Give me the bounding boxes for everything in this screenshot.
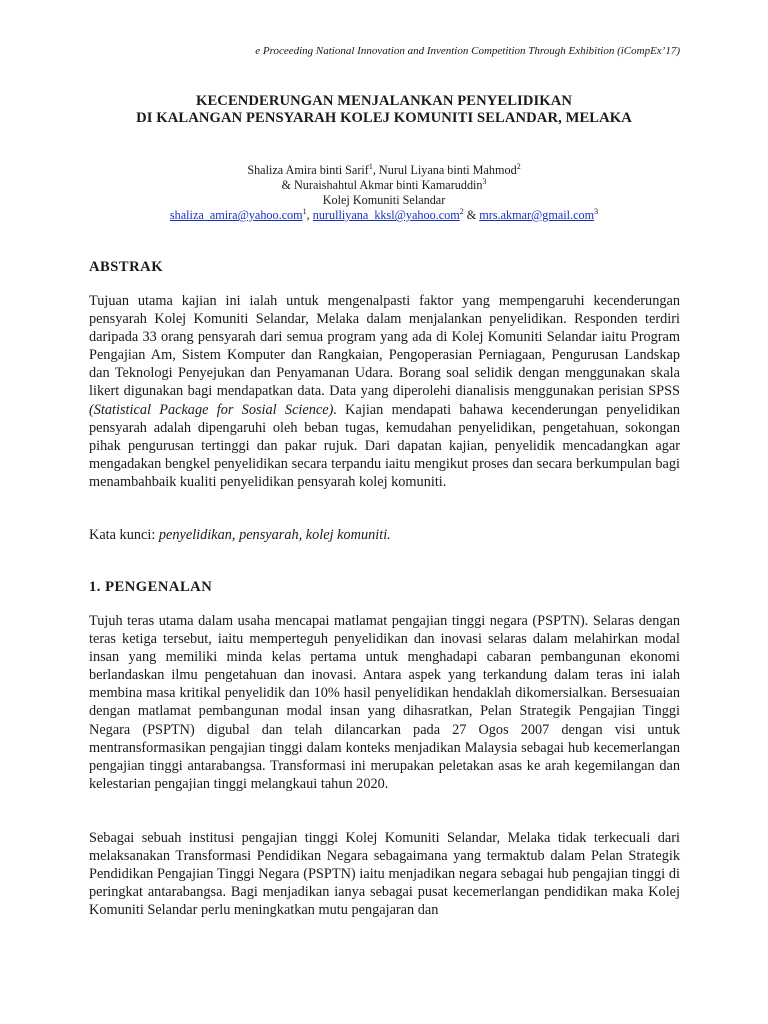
section-1-heading: 1. PENGENALAN (89, 579, 213, 595)
author-2-affil: 2 (516, 161, 521, 171)
author-block (0, 163, 768, 223)
abstract-heading: ABSTRAK (89, 259, 164, 275)
email-2-affil: 2 (459, 206, 464, 216)
author-line-1 (0, 163, 768, 178)
author-3-affil: 3 (482, 176, 487, 186)
paper-title (0, 93, 768, 127)
email-separator-amp: & (466, 208, 480, 222)
email-link-2[interactable]: nurulliyana_kksl@yahoo.com (312, 208, 460, 222)
abstract-paragraph (89, 292, 680, 491)
keywords-values: penyelidikan, pensyarah, kolej komuniti. (158, 527, 391, 543)
running-head: e Proceeding National Innovation and Invention Competition Through Exhibition (iCompEx’17) (255, 45, 680, 57)
email-1-affil: 1 (302, 206, 307, 216)
title-line-1: KECENDERUNGAN MENJALANKAN PENYELIDIKAN (196, 93, 572, 109)
abstract-text-italic: (Statistical Package for Sosial Science). (89, 401, 337, 418)
abstract-text-1: Tujuan utama kajian ini ialah untuk mengenalpasti faktor yang mempengaruhi kecenderungan pensyarah Kolej Komuniti Selandar, Melaka dalam menjalankan penyelidikan. Responden terdiri daripada 33 orang pensyarah dari semua program yang ada di Kolej Komuniti Selandar iaitu Program Pengajian Am, Sistem Komputer dan Rangkaian, Pengoperasian Perniagaan, Pengurusan Landskap dan Teknologi Penyejukan dan Penyamanan Udara. Borang soal selidik dengan menggunakan skala likert digunakan bagi mendapatkan data. Data yang diperolehi dianalisis menggunakan perisian SPSS (89, 293, 680, 400)
author-1-name: Shaliza Amira binti Sarif (247, 163, 369, 177)
abstract-text-2: Kajian mendapati bahawa kecenderungan penyelidikan pensyarah adalah dipengaruhi oleh beban tugas, kemudahan penyelidikan, pengetahuan, sokongan pihak pengurusan tertinggi dan pakar rujuk. Dari dapatan kajian, penyelidik mencadangkan agar mengadakan bengkel penyelidikan secara terpandu iaitu mengikut proses dan secara berkumpulan bagi menambahbaik kualiti penyelidikan pensyarah kolej komuniti. (89, 401, 680, 490)
email-separator: , (306, 208, 313, 222)
keywords-label: Kata kunci: (89, 527, 159, 543)
author-1-affil: 1 (368, 161, 373, 171)
email-3-affil: 3 (594, 206, 599, 216)
email-link-3[interactable]: mrs.akmar@gmail.com (479, 208, 595, 222)
keywords (89, 527, 391, 544)
author-line-2 (0, 178, 768, 193)
author-separator-amp: & (281, 178, 294, 192)
email-link-1[interactable]: shaliza_amira@yahoo.com (169, 208, 303, 222)
author-separator: , (372, 163, 379, 177)
section-1-paragraph-2: Sebagai sebuah institusi pengajian tinggi Kolej Komuniti Selandar, Melaka tidak terkecuali dari melaksanakan Transformasi Pendidikan Negara sebagaimana yang termaktub dalam Pelan Strategik Pendidikan Pengajian Tinggi Negara (PSPTN) iaitu menjadikan negara sebagai hub pengajian tinggi di peringkat antarabangsa. Bagi menjadikan ianya sebagai pusat kecemerlangan pendidikan maka Kolej Komuniti Selandar perlu meningkatkan mutu pengajaran dan (89, 830, 680, 919)
author-2-name: Nurul Liyana binti Mahmod (378, 163, 517, 177)
institution: Kolej Komuniti Selandar (322, 193, 446, 207)
author-3-name: Nuraishahtul Akmar binti Kamaruddin (294, 178, 483, 192)
title-line-2: DI KALANGAN PENSYARAH KOLEJ KOMUNITI SELANDAR, MELAKA (136, 110, 632, 126)
section-1-paragraph-1: Tujuh teras utama dalam usaha mencapai matlamat pengajian tinggi negara (PSPTN). Selaras dengan teras ketiga tersebut, iaitu memperteguh penyelidikan dan inovasi selaras dalam melahirkan modal insan yang memiliki minda kelas pertama untuk menghadapi cabaran pembangunan ekonomi berlandaskan ilmu pengetahuan dan inovasi. Antara aspek yang terkandung dalam teras ini ialah membina masa kritikal penyelidik dan 10% hasil penyelidikan hendaklah dikomersialkan. Bersesuaian dengan matlamat pembangunan modal insan yang dihasratkan, Pelan Strategik Pengajian Tinggi Negara (PSPTN) digubal dan telah dilancarkan pada 27 Ogos 2007 dengan visi untuk mentransformasikan pengajian tinggi dalam konteks menjadikan Malaysia sebagai hub kecemerlangan pengajian tinggi antarabangsa. Transformasi ini merupakan peletakan asas ke arah kegemilangan dan kelestarian pengajian tinggi melangkaui tahun 2020. (89, 613, 680, 792)
email-line (0, 208, 768, 223)
